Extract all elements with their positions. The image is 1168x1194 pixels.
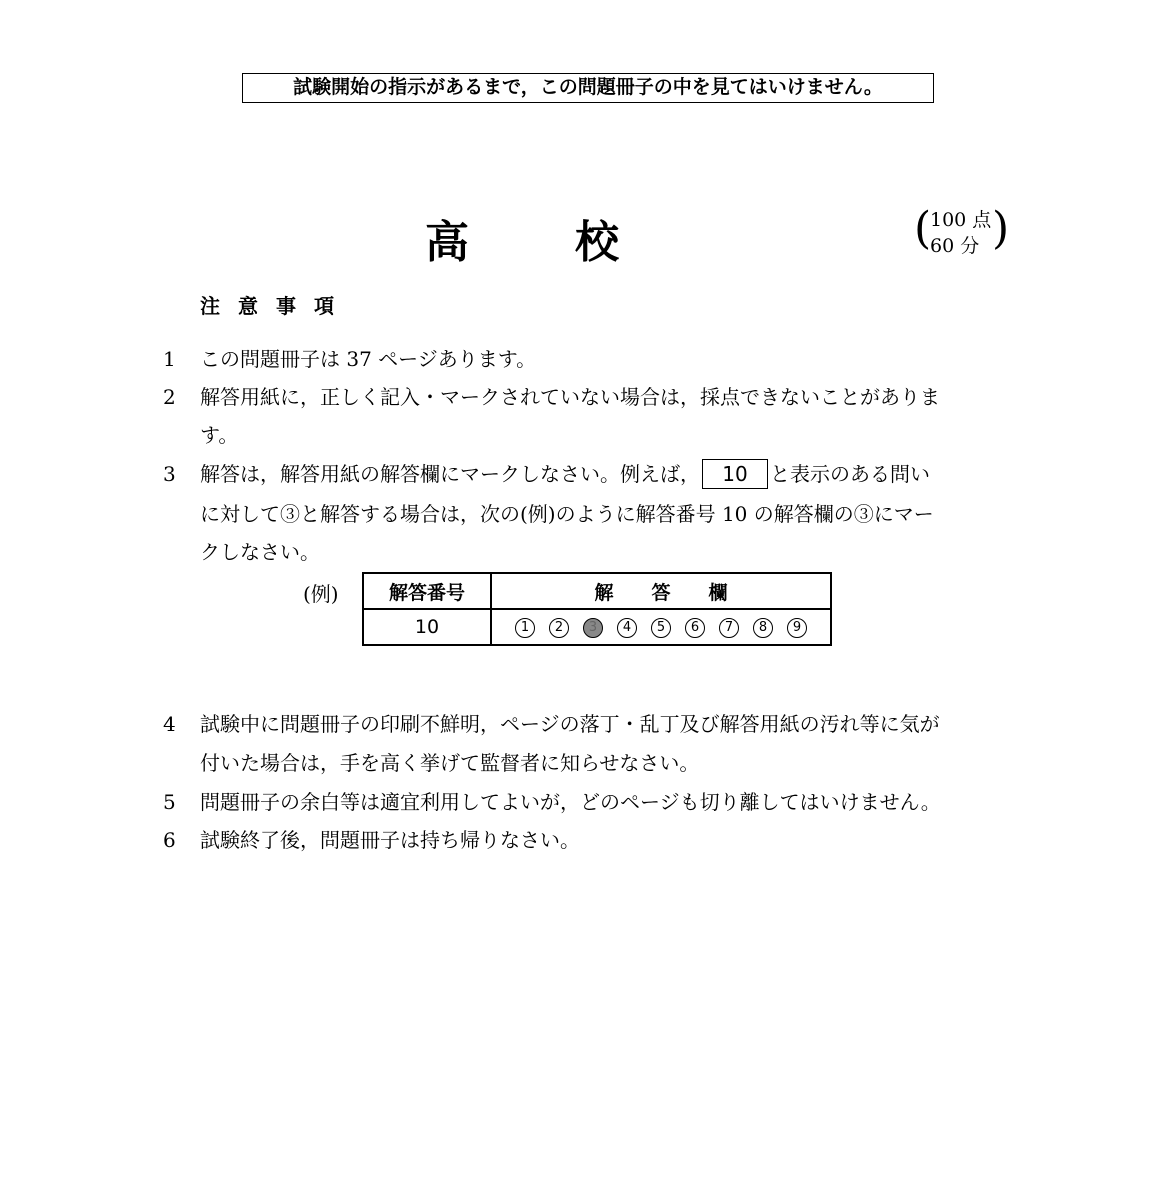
header-answer-column: 解 答 欄 [491, 573, 831, 609]
note-text: 試験中に問題冊子の印刷不鮮明，ページの落丁・乱丁及び解答用紙の汚れ等に気が [200, 712, 940, 736]
bubble-6: 6 [685, 618, 705, 638]
note-text: クしなさい。 [200, 540, 320, 564]
note-number: 3 [163, 462, 176, 486]
score-points: 100 点 [930, 209, 992, 231]
bubble-9: 9 [787, 618, 807, 638]
bubble-8: 8 [753, 618, 773, 638]
bubble-3-marked: 3 [583, 618, 603, 638]
note-text: す。 [200, 423, 239, 447]
note-number: 4 [163, 712, 176, 736]
note-text: この問題冊子は 37 ページあります。 [200, 347, 537, 371]
answer-bubbles [491, 609, 831, 645]
score-time-box: ( 100 点 60 分 ) [914, 203, 1010, 257]
note-text: 解答用紙に，正しく記入・マークされていない場合は，採点できないことがありま [200, 385, 940, 409]
example-answer-table [362, 572, 832, 646]
exam-warning-notice: 試験開始の指示があるまで，この問題冊子の中を見てはいけません。 [242, 73, 934, 103]
title-char-2: 校 [575, 217, 619, 268]
bubble-5: 5 [651, 618, 671, 638]
answer-number-box: 10 [702, 459, 768, 489]
bubble-4: 4 [617, 618, 637, 638]
note-text: 問題冊子の余白等は適宜利用してよいが，どのページも切り離してはいけません。 [200, 790, 941, 814]
note-number: 1 [163, 347, 176, 371]
note-text: 試験終了後，問題冊子は持ち帰りなさい。 [200, 828, 580, 852]
note-number: 6 [163, 828, 176, 852]
note-number: 5 [163, 790, 176, 814]
bubble-7: 7 [719, 618, 739, 638]
notes-heading: 注意事項 [200, 294, 352, 318]
note-text: に対して③と解答する場合は，次の(例)のように解答番号 10 の解答欄の③にマー [200, 502, 934, 526]
score-minutes: 60 分 [930, 235, 980, 257]
note-text: 付いた場合は，手を高く挙げて監督者に知らせなさい。 [200, 751, 700, 775]
header-answer-number: 解答番号 [363, 573, 491, 609]
bubble-2: 2 [549, 618, 569, 638]
bubble-1: 1 [515, 618, 535, 638]
page-title [425, 206, 619, 270]
title-char-1: 高 [425, 217, 469, 268]
row-answer-number: 10 [363, 609, 491, 645]
example-label: (例) [303, 582, 339, 606]
note-text: 解答は，解答用紙の解答欄にマークしなさい。例えば， 10 と表示のある問い [200, 455, 1020, 493]
note-number: 2 [163, 385, 176, 409]
